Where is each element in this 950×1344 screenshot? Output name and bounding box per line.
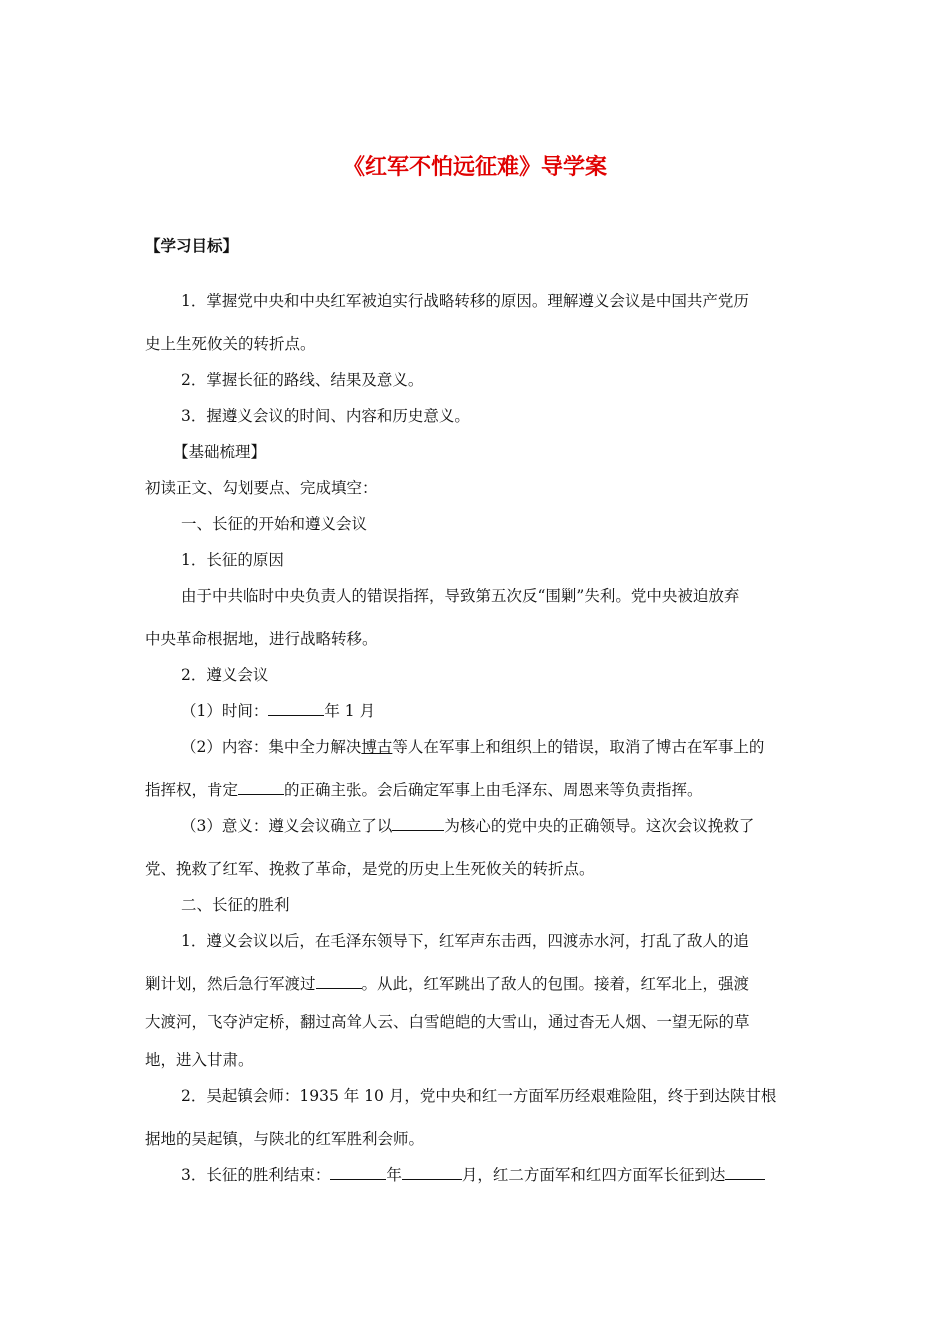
objective-3: 3．握遵义会议的时间、内容和历史意义。 — [181, 407, 470, 425]
s2-item1-line2-prefix: 剿计划，然后急行军渡过 — [145, 975, 316, 993]
fill-blank[interactable] — [330, 1165, 386, 1180]
section-1-heading: 一、长征的开始和遵义会议 — [181, 515, 368, 533]
section-2-heading: 二、长征的胜利 — [181, 896, 290, 914]
basics-heading: 【基础梳理】 — [173, 443, 267, 461]
fill-blank[interactable] — [268, 701, 324, 716]
fill-blank[interactable] — [238, 780, 284, 795]
s1-item1-para-line1: 由于中共临时中央负责人的错误指挥，导致第五次反“围剿”失利。党中央被迫放弃 — [181, 587, 740, 605]
fill-blank[interactable] — [316, 974, 362, 989]
meeting-content-line2-suffix: 的正确主张。会后确定军事上由毛泽东、周恩来等负责指挥。 — [284, 781, 703, 799]
meeting-time — [181, 701, 375, 721]
fill-blank[interactable] — [725, 1165, 765, 1180]
objectives-heading: 【学习目标】 — [145, 237, 239, 255]
meeting-meaning-suffix: 为核心的党中央的正确领导。这次会议挽救了 — [444, 817, 755, 835]
objective-1-line1: 1．掌握党中央和中央红军被迫实行战略转移的原因。理解遵义会议是中国共产党历 — [181, 292, 749, 310]
objective-1-line2: 史上生死攸关的转折点。 — [145, 335, 316, 353]
s2-item2-line2: 据地的吴起镇，与陕北的红军胜利会师。 — [145, 1130, 425, 1148]
meeting-content-line1 — [181, 737, 764, 757]
s1-item1-heading: 1．长征的原因 — [181, 551, 284, 569]
s2-item1-line2 — [145, 974, 749, 994]
basics-intro: 初读正文、勾划要点、完成填空： — [145, 479, 378, 497]
meeting-meaning-line2: 党、挽救了红军、挽救了革命，是党的历史上生死攸关的转折点。 — [145, 860, 595, 878]
s2-item1-line2-suffix: 。从此，红军跳出了敌人的包围。接着，红军北上，强渡 — [361, 975, 750, 993]
meeting-content-line2-prefix: 指挥权，肯定 — [145, 781, 239, 799]
s2-item3-month-text: 月，红二方面军和红四方面军长征到达 — [461, 1166, 726, 1184]
meeting-time-label: （1）时间： — [181, 702, 269, 720]
meeting-content-prefix: （2）内容：集中全力解决 — [181, 738, 362, 756]
meeting-meaning-line1 — [181, 816, 754, 836]
underlined-name: 博古 — [361, 738, 393, 756]
s2-item3-year-label: 年 — [386, 1166, 402, 1184]
s2-item1-line3: 大渡河，飞夺泸定桥，翻过高耸人云、白雪皑皑的大雪山，通过杳无人烟、一望无际的草 — [145, 1013, 750, 1031]
s2-item1-line1: 1．遵义会议以后，在毛泽东领导下，红军声东击西，四渡赤水河，打乱了敌人的追 — [181, 932, 749, 950]
s2-item3-line1 — [181, 1165, 765, 1185]
s2-item2-line1: 2．吴起镇会师：1935 年 10 月，党中央和红一方面军历经艰难险阻，终于到达陕甘根 — [181, 1087, 777, 1105]
fill-blank[interactable] — [392, 816, 444, 831]
meeting-time-suffix: 年 1 月 — [324, 702, 376, 720]
meeting-meaning-prefix: （3）意义：遵义会议确立了以 — [181, 817, 393, 835]
fill-blank[interactable] — [402, 1165, 462, 1180]
s1-item2-heading: 2．遵义会议 — [181, 666, 269, 684]
s2-item1-line4: 地，进入甘肃。 — [145, 1051, 254, 1069]
meeting-content-rest: 等人在军事上和组织上的错误，取消了博古在军事上的 — [392, 738, 765, 756]
meeting-content-line2 — [145, 780, 703, 800]
document-title: 《红军不怕远征难》导学案 — [342, 155, 607, 180]
s2-item3-prefix: 3．长征的胜利结束： — [181, 1166, 331, 1184]
s1-item1-para-line2: 中央革命根据地，进行战略转移。 — [145, 630, 378, 648]
objective-2: 2．掌握长征的路线、结果及意义。 — [181, 371, 424, 389]
